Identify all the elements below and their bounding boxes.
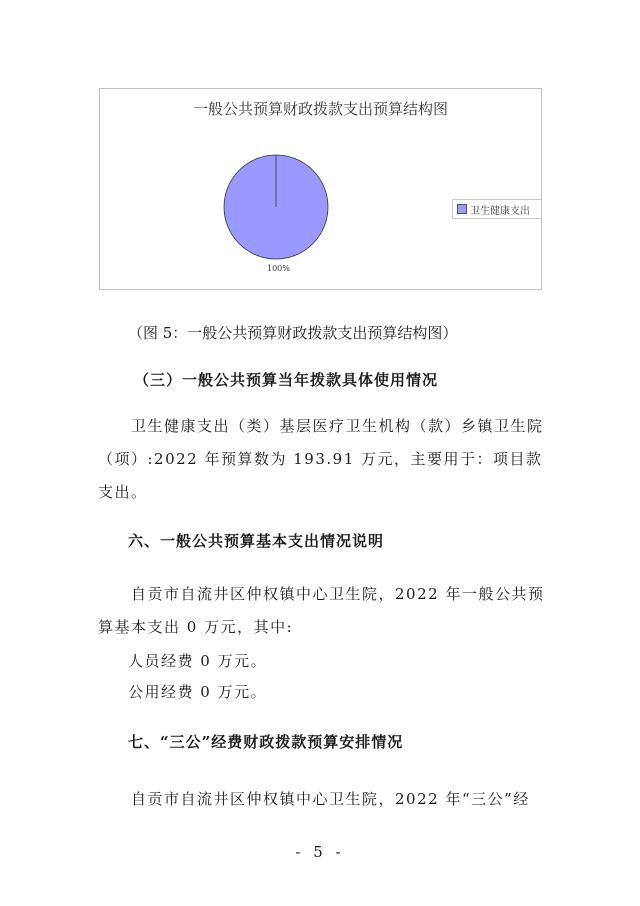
section3-paragraph: 卫生健康支出（类）基层医疗卫生机构（款）乡镇卫生院（项）:2022 年预算数为 193.91 万元，主要用于：项目款支出。 [98,417,544,501]
section6-heading: 六、一般公共预算基本支出情况说明 [128,532,385,550]
chart-legend [452,199,542,219]
public-expense-line: 公用经费 0 万元。 [128,683,268,701]
section6-paragraph: 自贡市自流井区仲权镇中心卫生院，2022 年一般公共预算基本支出 0 万元，其中: [98,585,545,636]
section7-heading: 七、“三公”经费财政拨款预算安排情况 [128,733,404,751]
page-number: - 5 - [295,843,345,861]
pie-svg [100,89,543,291]
legend-label: 卫生健康支出 [470,205,530,217]
personnel-expense-line: 人员经费 0 万元。 [128,652,268,670]
section7-paragraph: 自贡市自流井区仲权镇中心卫生院，2022 年“三公”经 [131,790,530,808]
pie-chart [99,88,542,290]
pie-slice-label: 100% [267,264,290,273]
chart-title: 一般公共预算财政拨款支出预算结构图 [192,100,448,118]
figure-caption: （图 5：一般公共预算财政拨款支出预算结构图） [128,324,458,342]
section3-heading: （三）一般公共预算当年拨款具体使用情况 [134,371,439,389]
legend-swatch [457,204,467,214]
